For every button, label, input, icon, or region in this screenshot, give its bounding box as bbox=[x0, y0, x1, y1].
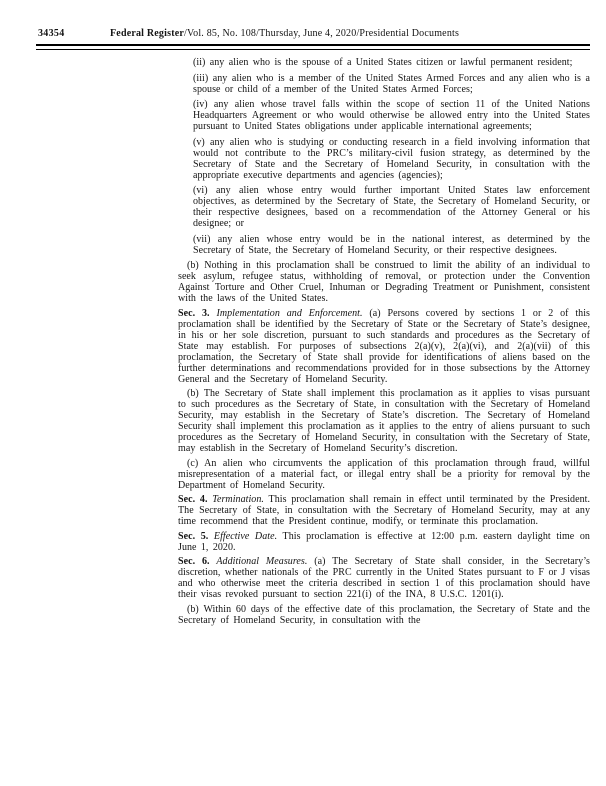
sec-3-subsection-c-paragraph: (c) An alien who circumvents the application of this proclamation through fraud, willful misrepresentation of a material fact, or illegal entry shall be a priority for removal by the Department of Homeland Security. bbox=[178, 457, 590, 491]
sec-5-text: This proclamation is effective at 12:00 p.m. eastern daylight time on June 1, 2020. bbox=[178, 530, 590, 553]
subsection-b-paragraph: (b) Nothing in this proclamation shall be construed to limit the ability of an individual to seek asylum, refugee status, withholding of removal, or protection under the Convention Against Torture and Other Cruel, Inhuman or Degrading Treatment or Punishment, consistent with the laws of the United States. bbox=[178, 260, 590, 304]
header-double-rule bbox=[36, 44, 590, 50]
clause-vii-paragraph: (vii) any alien whose entry would be in the national interest, as determined by the Secretary of State, the Secretary of Homeland Security, or their respective designees. bbox=[193, 233, 590, 256]
sec-4-title: Termination. bbox=[212, 494, 264, 505]
sec-3-paragraph bbox=[178, 308, 590, 385]
page-number: 34354 bbox=[38, 28, 65, 39]
document-body bbox=[178, 57, 590, 629]
running-head bbox=[110, 27, 459, 40]
sec-4-text: This proclamation shall remain in effect until terminated by the President. The Secretary of State, in consultation with the Secretary of Homeland Security, may at any time recommend that the President continue, modify, or terminate this proclamation. bbox=[178, 494, 591, 527]
sec-3-title: Implementation and Enforcement. bbox=[216, 307, 363, 319]
clause-v-paragraph: (v) any alien who is studying or conducting research in a field involving information that would not contribute to the PRC’s military-civil fusion strategy, as determined by the Secretary of State and the Secretary of Homeland Security, in consultation with the appropriate executive departments and agencies (agencies); bbox=[193, 136, 590, 181]
journal-name: Federal Register bbox=[110, 28, 185, 39]
clause-ii-paragraph: (ii) any alien who is the spouse of a United States citizen or lawful permanent resident; bbox=[193, 57, 573, 68]
sec-4-paragraph bbox=[178, 494, 590, 527]
sec-6-paragraph bbox=[178, 556, 590, 600]
sec-4-label: Sec. 4. bbox=[178, 494, 208, 505]
sec-3-text: (a) Persons covered by sections 1 or 2 of this proclamation shall be identified by the Secretary of State or the Secretary of State’s designee, in his or her sole discretion, pursuant to such standards and procedures as the Secretary of State may establish. For purposes of subsections 2(a)(v), 2(a)(vi), and 2(a)(vii) of this proclamation, the Secretary of State shall provide for identifications of aliens based on the further determinations and recommendations provided for in those subsections by the Attorney General and the Secretary of Homeland Security. bbox=[178, 307, 590, 385]
sec-6-label: Sec. 6. bbox=[178, 556, 210, 567]
clause-iii-paragraph: (iii) any alien who is a member of the United States Armed Forces and any alien who is a spouse or child of a member of the United States Armed Forces; bbox=[193, 72, 590, 95]
page-header bbox=[0, 27, 606, 42]
citation-text: /Vol. 85, No. 108/Thursday, June 4, 2020/Presidential Documents bbox=[184, 28, 460, 39]
sec-5-paragraph bbox=[178, 531, 590, 553]
sec-5-label: Sec. 5. bbox=[178, 530, 209, 542]
sec-3-label: Sec. 3. bbox=[178, 307, 210, 319]
clause-vi-paragraph: (vi) any alien whose entry would further important United States law enforcement objectives, as determined by the Secretary of State, the Secretary of Homeland Security, or their respective designees, based on a recommendation of the Attorney General or his designee; or bbox=[193, 185, 590, 229]
sec-5-title: Effective Date. bbox=[213, 530, 278, 542]
clause-iv-paragraph: (iv) any alien whose travel falls within the scope of section 11 of the United Nations Headquarters Agreement or who would otherwise be allowed entry into the United States pursuant to United States obligations under applicable international agreements; bbox=[193, 99, 590, 132]
sec-6-text: (a) The Secretary of State shall consider, in the Secretary’s discretion, whether nationals of the PRC currently in the United States pursuant to F or J visas and who otherwise meet the criteria described in section 1 of this proclamation should have their visas revoked pursuant to section 221(i) of the INA, 8 U.S.C. 1201(i). bbox=[178, 556, 590, 600]
sec-6-subsection-b-paragraph: (b) Within 60 days of the effective date of this proclamation, the Secretary of State and the Secretary of Homeland Security, in consultation with the bbox=[178, 603, 590, 626]
sec-3-subsection-b-paragraph: (b) The Secretary of State shall implement this proclamation as it applies to visas pursuant to such procedures as the Secretary of State, in consultation with the Secretary of Homeland Security, may establish in the Secretary of State’s discretion. The Secretary of Homeland Security shall implement this proclamation as it applies to the entry of aliens pursuant to such procedures as the Secretary of Homeland Security, in consultation with the Secretary of State, may establish in the Secretary of Homeland Security’s discretion. bbox=[178, 388, 590, 454]
sec-6-title: Additional Measures. bbox=[216, 556, 308, 567]
